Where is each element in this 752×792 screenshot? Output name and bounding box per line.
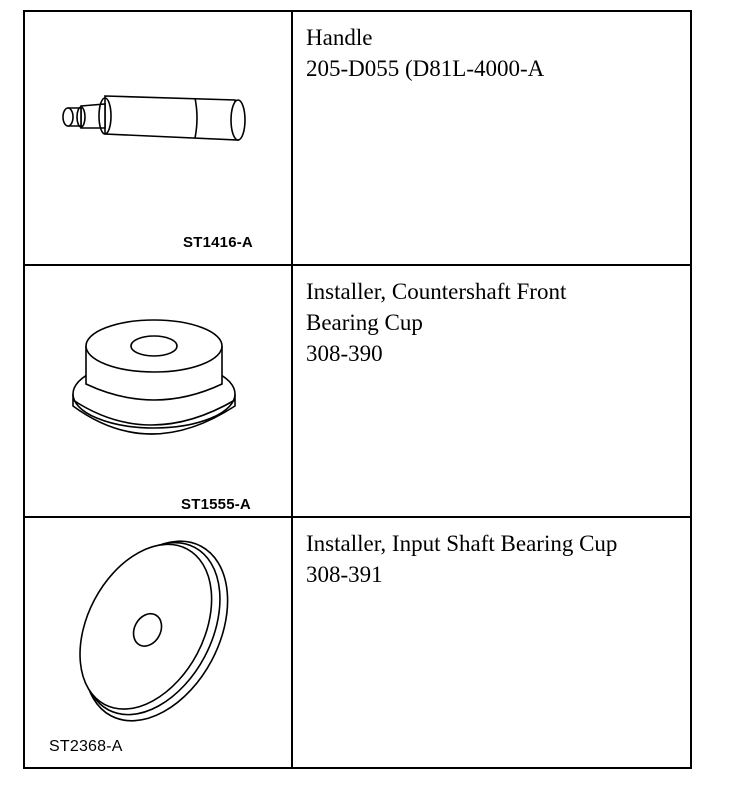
bearing-cup-installer-icon xyxy=(25,266,291,518)
figure-id-label: ST1555-A xyxy=(181,496,251,513)
tool-row-handle xyxy=(25,12,690,266)
tool-description-cell xyxy=(293,12,690,264)
tool-image-cell xyxy=(25,266,293,516)
disc-installer-icon xyxy=(25,518,291,767)
tool-name-line-1: Installer, Countershaft Front xyxy=(306,279,567,304)
tool-image-cell xyxy=(25,12,293,264)
tool-row-input-shaft-installer xyxy=(25,518,690,767)
figure-id-label: ST1416-A xyxy=(183,234,253,251)
tool-number: 308-391 xyxy=(306,562,383,587)
figure-id-label: ST2368-A xyxy=(49,738,123,755)
tool-name: Handle xyxy=(306,25,373,50)
tool-row-countershaft-installer xyxy=(25,266,690,518)
tool-number: 205-D055 (D81L-4000-A xyxy=(306,56,545,81)
handle-tool-icon xyxy=(25,12,291,266)
tool-image-cell xyxy=(25,518,293,767)
tool-number: 308-390 xyxy=(306,341,383,366)
tool-name-line-2: Bearing Cup xyxy=(306,310,423,335)
special-tools-table xyxy=(23,10,692,769)
tool-name: Installer, Input Shaft Bearing Cup xyxy=(306,531,618,556)
tool-description-cell xyxy=(293,266,690,516)
tool-description-cell xyxy=(293,518,690,767)
